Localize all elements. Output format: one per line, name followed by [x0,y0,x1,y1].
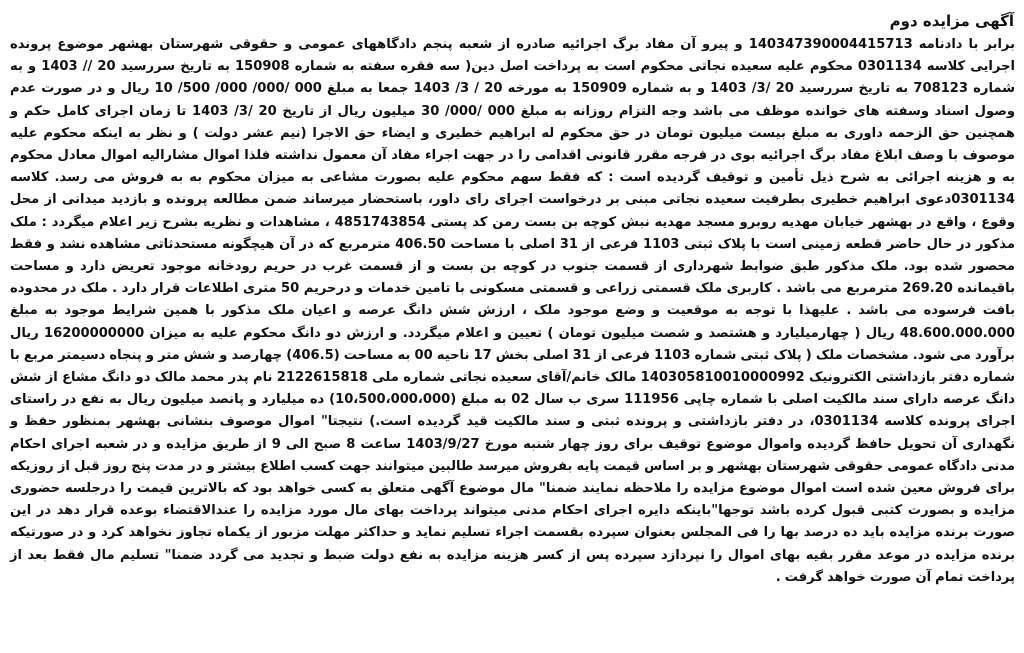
notice-title: آگهی مزایده دوم [889,12,1014,30]
notice-body: برابر با دادنامه 140347390004415713 و پیرو آن مفاد برگ اجرائیه صادره از شعبه پنجم دادگاههای عمومی و حقوقی شهرستان بهشهر موضوع پرونده اجرایی کلاسه 0301134 محکوم علیه سعیده نجاتی محکوم است به پرداخت اصل دین( سه فقره سفته به شماره 150908 به تاریخ سررسید 20 // 1403 و به شماره 708123 به تاریخ سررسید 20 /3/ 1403 و به شماره 150909 به مورخه 20 / 3/ 1403 جمعا به مبلغ 000 /000/ 000/ 500/ 10 ریال و در صورت عدم وصول اسناد وسفته های خوانده موظف می باشد وجه التزام روزانه به مبلغ 000 /000/ 30 میلیون ریال از تاریخ 20 /3/ 1403 تا زمان اجرای کامل حکم و همچنین حق الزحمه داوری به مبلغ بیست میلیون تومان در حق محکوم له ابراهیم خطیری و ایضاء حق الاجرا (نیم عشر دولت ) و نظر به اینکه محکوم علیه موصوف با وصف ابلاغ مفاد برگ اجرائیه بوی در فرجه مقرر قانونی اقدامی را در جهت اجراء مفاد آن معمول نداشته فلذا اموال مشارالیه اموال معادل محکوم به و هزینه اجرائی به شرح ذیل تأمین و توقیف گردیده است : که فقط سهم محکوم علیه بصورت مشاعی به میزان محکوم به به فروش می رسد. کلاسه 0301134دعوی ابراهیم خطیری بطرفیت سعیده نجاتی مبنی بر درخواست اجرای رای داور، باستحضار میرساند ضمن مطالعه پرونده و بازدید میدانی از محل وقوع ، واقع در بهشهر خیابان مهدیه روبرو مسجد مهدیه نبش کوچه بن بست رمن کد پستی 4851743854 ، مشاهدات و نظریه بشرح زیر اعلام میگردد : ملک مذکور در حال حاضر قطعه زمینی است با پلاک ثبتی 1103 فرعی از 31 اصلی با مساحت 406.50 مترمربع که در آن هیچگونه مستحدثاتی مشاهده نشد و فقط محصور شده بود. ملک مذکور طبق ضوابط شهرداری از قسمت جنوب در کوچه بن بست و از قسمت غرب در حریم رودخانه موجود تعریض دارد و مساحت باقیمانده 269.20 مترمربع می باشد . کاربری ملک قسمتی زراعی و قسمتی مسکونی با تامین خدمات و درحریم 50 متری اطلاعات قرار دارد . ملک در محدوده بافت فرسوده می باشد . علیهذا با توجه به موقعیت و وضع موجود ملک ، ارزش شش دانگ عرصه و اعیان ملک مذکور با همین شرایط موجود به مبلغ 48.600.000.000 ریال ( چهارمیلیارد و هشتصد و شصت میلیون تومان ) تعیین و اعلام میگردد. و ارزش دو دانگ محکوم علیه به میزان 16200000000 ریال برآورد می شود. مشخصات ملک ( پلاک ثبتی شماره 1103 فرعی از 31 اصلی بخش 17 ناحیه 00 به مساحت (406.5) چهارصد و شش متر و پنجاه دسیمتر مربع با شماره دفتر بازداشتی الکترونیک 140305810010000992 مالک خانم/آقای سعیده نجاتی شماره ملی 2122615818 نام پدر محمد مالک دو دانگ مشاع از شش دانگ عرصه دارای سند مالکیت اصلی با شماره چاپی 111956 سری ب سال 02 به مبلغ (10،500،000،000) ده میلیارد و پانصد میلیون ریال به نفع در راستای اجرای پرونده کلاسه 0301134، در دفتر بازداشتی و پرونده ثبتی و سند مالکیت قید گردیده است.) نتیجتا" اموال موصوف بنشانی بهشهر بمنظور حفظ و نگهداری آن تحویل حافظ گردیده واموال موضوع توقیف برای روز چهار شنبه مورخ 1403/9/27 ساعت 8 صبح الی 9 از طریق مزایده و در شعبه اجرای احکام مدنی دادگاه عمومی حقوقی شهرستان بهشهر و بر اساس قیمت پایه بفروش میرسد طالبین میتوانند جهت کسب اطلاع بیشتر و در مدت پنج روز قبل از روزیکه برای فروش معین شده است اموال موضوع مزایده را ملاحظه نمایند ضمنا" مال موضوع آگهی متعلق به کسی خواهد بود که بالاترین قیمت را درجلسه حضوری مزایده و بصورت کتبی قبول کرده باشد توجها"باینکه دایره اجرای احکام مدنی میتواند پرداخت بهای مال مورد مزایده را عندالاقتضاء بوعده قرار دهد در این صورت برنده مزایده باید ده درصد بها را فی المجلس بعنوان سپرده بقسمت اجراء تسلیم نماید و حداکثر مهلت مزبور از یکماه تجاوز نخواهد کرد و در صورتیکه برنده مزایده در موعد مقرر بقیه بهای اموال را نپردازد سپرده پس از کسر هزینه مزایده به نفع دولت ضبط و تجدید می گردد ضمنا" تسلیم مال فقط بعد از پرداخت تمام آن صورت خواهد گرفت . [10,37,1016,585]
